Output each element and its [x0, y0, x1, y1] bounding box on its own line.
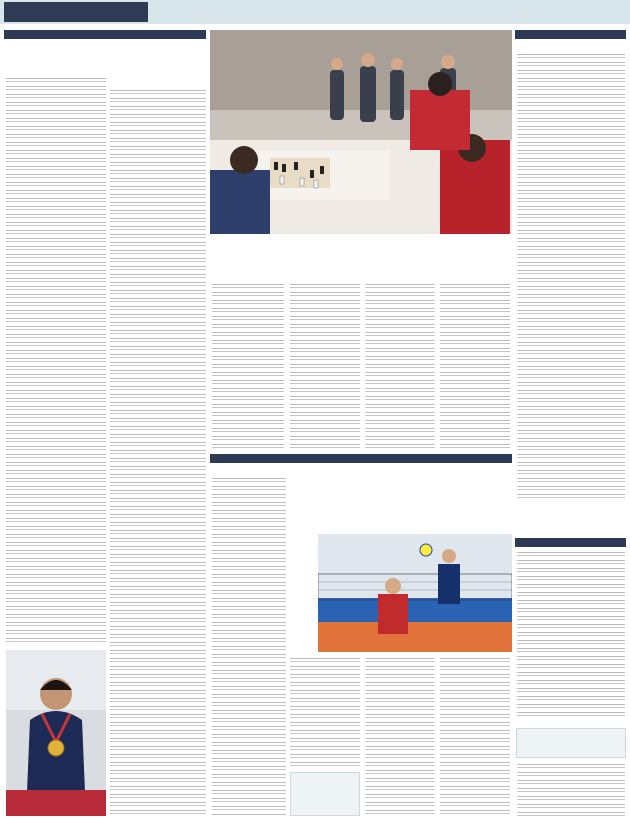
main-body-col-4	[212, 282, 284, 450]
right-bottom-rail	[515, 538, 626, 547]
left-body-col-2	[6, 76, 106, 646]
main-body-col-1	[440, 282, 510, 450]
volleyball-left-col	[212, 476, 286, 816]
volleyball-body-col-1	[440, 656, 510, 816]
wrestler-photo	[6, 650, 106, 816]
chess-photo	[210, 30, 512, 234]
right-column-text	[517, 52, 625, 500]
right-bottom-caption-box	[516, 728, 626, 758]
newspaper-logo	[588, 4, 624, 20]
section-label	[4, 2, 148, 22]
right-bottom-text-2	[517, 762, 625, 817]
right-bottom-text	[517, 550, 625, 720]
left-body-col-1	[110, 88, 206, 816]
right-rail	[515, 30, 626, 39]
volleyball-photo	[318, 534, 512, 652]
main-body-col-2	[365, 282, 435, 450]
main-body-col-3	[290, 282, 360, 450]
left-rail	[4, 30, 206, 39]
volleyball-body-col-2	[365, 656, 435, 816]
volleyball-body-col-3	[290, 656, 360, 768]
pull-quote-box	[290, 772, 360, 816]
volleyball-rail	[210, 454, 512, 463]
